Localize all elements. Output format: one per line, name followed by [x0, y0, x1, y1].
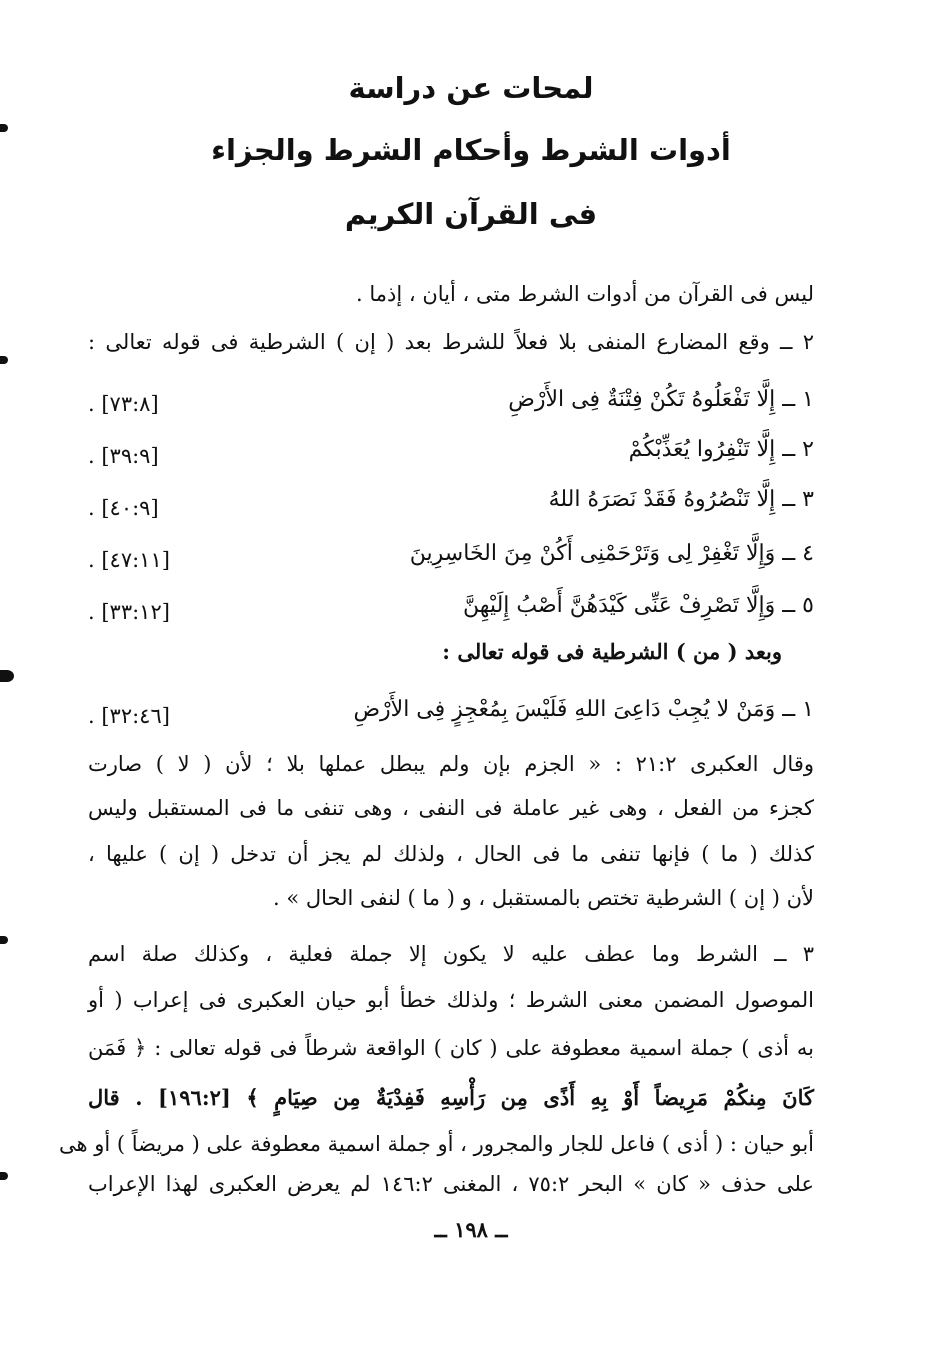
scan-margin-mark — [0, 1172, 8, 1180]
scan-margin-mark — [0, 936, 8, 944]
section3-line-1: ٣ ــ الشرط وما عطف عليه لا يكون إلا جملة فعلية ، وكذلك صلة اسم — [88, 942, 814, 966]
verse-in-3-ref: [٤٠:٩] . — [88, 496, 159, 520]
title-line-2: أدوات الشرط وأحكام الشرط والجزاء — [211, 133, 731, 167]
page-number: ــ ١٩٨ ــ — [434, 1217, 508, 1242]
verse-in-4: ٤ ــ وَإِلَّا تَغْفِرْ لِى وَتَرْحَمْنِى أَكُنْ مِنَ الخَاسِرِينَ — [409, 541, 814, 566]
verse-in-5-ref: [٣٣:١٢] . — [88, 600, 170, 624]
intro-line-2: ٢ ــ وقع المضارع المنفى بلا فعلاً للشرط بعد ( إن ) الشرطية فى قوله تعالى : — [88, 330, 814, 354]
verse-man-1: ١ ــ وَمَنْ لا يُجِبْ دَاعِىَ اللهِ فَلَيْسَ بِمُعْجِزٍ فِى الأَرْضِ — [353, 697, 814, 722]
section3-line-3: به أذى ) جملة اسمية معطوفة على ( كان ) الواقعة شرطاً فى قوله تعالى : ﴿ فَمَن — [88, 1036, 814, 1060]
verse-in-3: ٣ ــ إِلَّا تَنْصُرُوهُ فَقَدْ نَصَرَهُ اللهُ — [548, 487, 814, 512]
title-line-1: لمحات عن دراسة — [348, 71, 594, 105]
okbari-line-1: وقال العكبرى ٢١:٢ : « الجزم بإن ولم يبطل عملها بلا ؛ لأن ( لا ) صارت — [88, 752, 814, 776]
title-line-3: فى القرآن الكريم — [344, 197, 598, 231]
section3-line-4: كَانَ مِنكُمْ مَرِيضاً أَوْ بِهِ أَذًى مِن رَأْسِهِ فَفِدْيَةٌ مِن صِيَامٍ ﴾ [١٩٦:٢] . قال — [88, 1085, 814, 1110]
intro-line-1: ليس فى القرآن من أدوات الشرط متى ، أيان ، إذما . — [356, 282, 814, 306]
section3-line-2: الموصول المضمن معنى الشرط ؛ ولذلك خطأ أبو حيان العكبرى فى إعراب ( أو — [88, 988, 814, 1012]
scan-margin-mark — [0, 670, 14, 682]
okbari-line-3: كذلك ( ما ) فإنها تنفى ما فى الحال ، ولذلك لم يجز أن تدخل ( إن ) عليها ، — [88, 842, 814, 866]
scan-margin-mark — [0, 356, 8, 364]
verse-in-1-ref: [٧٣:٨] . — [88, 392, 159, 416]
verse-in-5: ٥ ــ وَإِلَّا تَصْرِفْ عَنِّى كَيْدَهُنَّ أَصْبُ إِلَيْهِنَّ — [463, 593, 814, 618]
verse-in-2: ٢ ــ إِلَّا تَنْفِرُوا يُعَذِّبْكُمْ — [628, 437, 814, 462]
verse-in-2-ref: [٣٩:٩] . — [88, 444, 159, 468]
okbari-line-4: لأن ( إن ) الشرطية تختص بالمستقبل ، و ( ما ) لنفى الحال » . — [273, 886, 814, 910]
section3-line-5: أبو حيان : ( أذى ) فاعل للجار والمجرور ، أو جملة اسمية معطوفة على ( مريضاً ) أو هى — [58, 1132, 814, 1156]
man-intro: وبعد ( من ) الشرطية فى قوله تعالى : — [442, 639, 782, 664]
verse-in-1: ١ ــ إِلَّا تَفْعَلُوهُ تَكُنْ فِتْنَةٌ فِى الأَرْضِ — [508, 387, 814, 412]
verse-in-4-ref: [٤٧:١١] . — [88, 548, 170, 572]
verse-man-1-ref: [٣٢:٤٦] . — [88, 704, 170, 728]
okbari-line-2: كجزء من الفعل ، وهى غير عاملة فى النفى ، وهى تنفى ما فى المستقبل وليس — [88, 796, 814, 820]
section3-line-6: على حذف « كان » البحر ٧٥:٢ ، المغنى ١٤٦:٢ لم يعرض العكبرى لهذا الإعراب — [88, 1172, 814, 1196]
